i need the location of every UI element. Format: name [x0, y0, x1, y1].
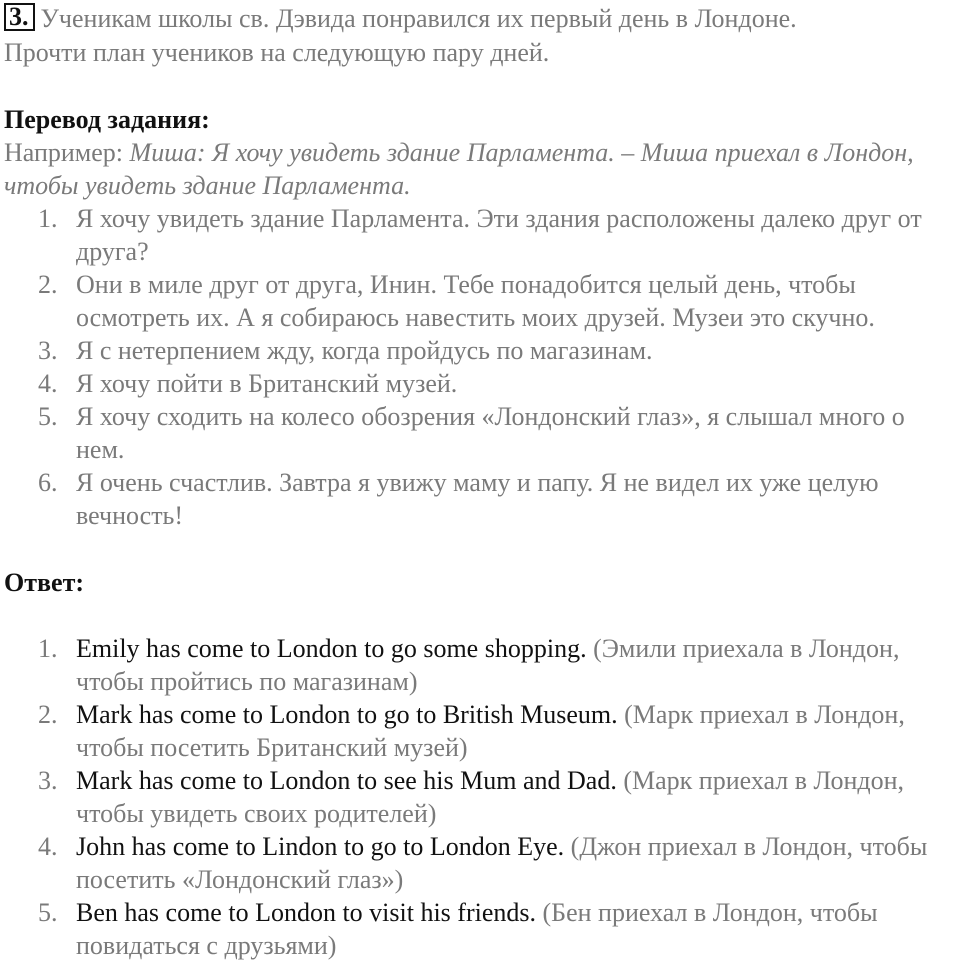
task-statement-line-2: Прочти план учеников на следующую пару дней.	[4, 38, 550, 67]
item-number: 2.	[38, 700, 58, 729]
answer-heading: Ответ:	[4, 568, 85, 597]
answer-russian: (Эмили приехала в Лондон, чтобы пройтись по магазинам)	[76, 634, 900, 696]
answer-russian: (Джон приехал в Лондон, чтобы посетить «Лондонский глаз»)	[76, 832, 928, 894]
answer-russian: (Бен приехал в Лондон, чтобы повидаться с друзьями)	[76, 898, 878, 960]
item-number: 3.	[38, 766, 58, 795]
answer-russian: (Марк приехал в Лондон, чтобы увидеть своих родителей)	[76, 766, 905, 828]
item-text: Я хочу сходить на колесо обозрения «Лондонский глаз», я слышал много о нем.	[76, 402, 905, 464]
answer-english: Mark has come to London to see his Mum and Dad.	[76, 766, 617, 795]
item-number: 5.	[38, 898, 58, 927]
answer-english: Mark has come to London to go to British Museum.	[76, 700, 618, 729]
task-statement-text-1: Ученикам школы св. Дэвида понравился их первый день в Лондоне.	[40, 4, 797, 33]
item-text: Я хочу пойти в Британский музей.	[76, 369, 458, 398]
item-number: 1.	[38, 634, 58, 663]
answer-item	[0, 632, 960, 698]
item-number: 6.	[38, 468, 58, 497]
task-statement-line-1	[4, 2, 797, 35]
item-number: 2.	[38, 270, 58, 299]
translation-list	[0, 202, 960, 532]
answer-english: Emily has come to London to go some shopping.	[76, 634, 587, 663]
answer-list	[0, 632, 960, 962]
answer-item	[0, 698, 960, 764]
answer-item	[0, 830, 960, 896]
translation-item	[0, 400, 960, 466]
answer-english: Ben has come to London to visit his friends.	[76, 898, 537, 927]
item-number: 5.	[38, 402, 58, 431]
item-text: Я с нетерпением жду, когда пройдусь по магазинам.	[76, 336, 653, 365]
translation-item	[0, 334, 960, 367]
translation-example	[4, 136, 954, 202]
example-text: Миша: Я хочу увидеть здание Парламента. – Миша приехал в Лондон, чтобы увидеть здание Парламента.	[4, 138, 914, 200]
example-label: Например:	[4, 138, 124, 167]
answer-item	[0, 764, 960, 830]
item-text: Я очень счастлив. Завтра я увижу маму и папу. Я не видел их уже целую вечность!	[76, 468, 879, 530]
item-number: 4.	[38, 369, 58, 398]
item-number: 3.	[38, 336, 58, 365]
answer-english: John has come to Lindon to go to London Eye.	[76, 832, 565, 861]
item-text: Я хочу увидеть здание Парламента. Эти здания расположены далеко друг от друга?	[76, 204, 922, 266]
item-number: 1.	[38, 204, 58, 233]
item-text: Они в миле друг от друга, Инин. Тебе понадобится целый день, чтобы осмотреть их. А я собираюсь навестить моих друзей. Музеи это скучно.	[76, 270, 875, 332]
answer-item	[0, 896, 960, 962]
translation-item	[0, 268, 960, 334]
answer-russian: (Марк приехал в Лондон, чтобы посетить Британский музей)	[76, 700, 905, 762]
translation-item	[0, 466, 960, 532]
task-number-badge: 3.	[4, 3, 35, 31]
translation-item	[0, 367, 960, 400]
translation-heading: Перевод задания:	[4, 105, 210, 134]
translation-item	[0, 202, 960, 268]
item-number: 4.	[38, 832, 58, 861]
